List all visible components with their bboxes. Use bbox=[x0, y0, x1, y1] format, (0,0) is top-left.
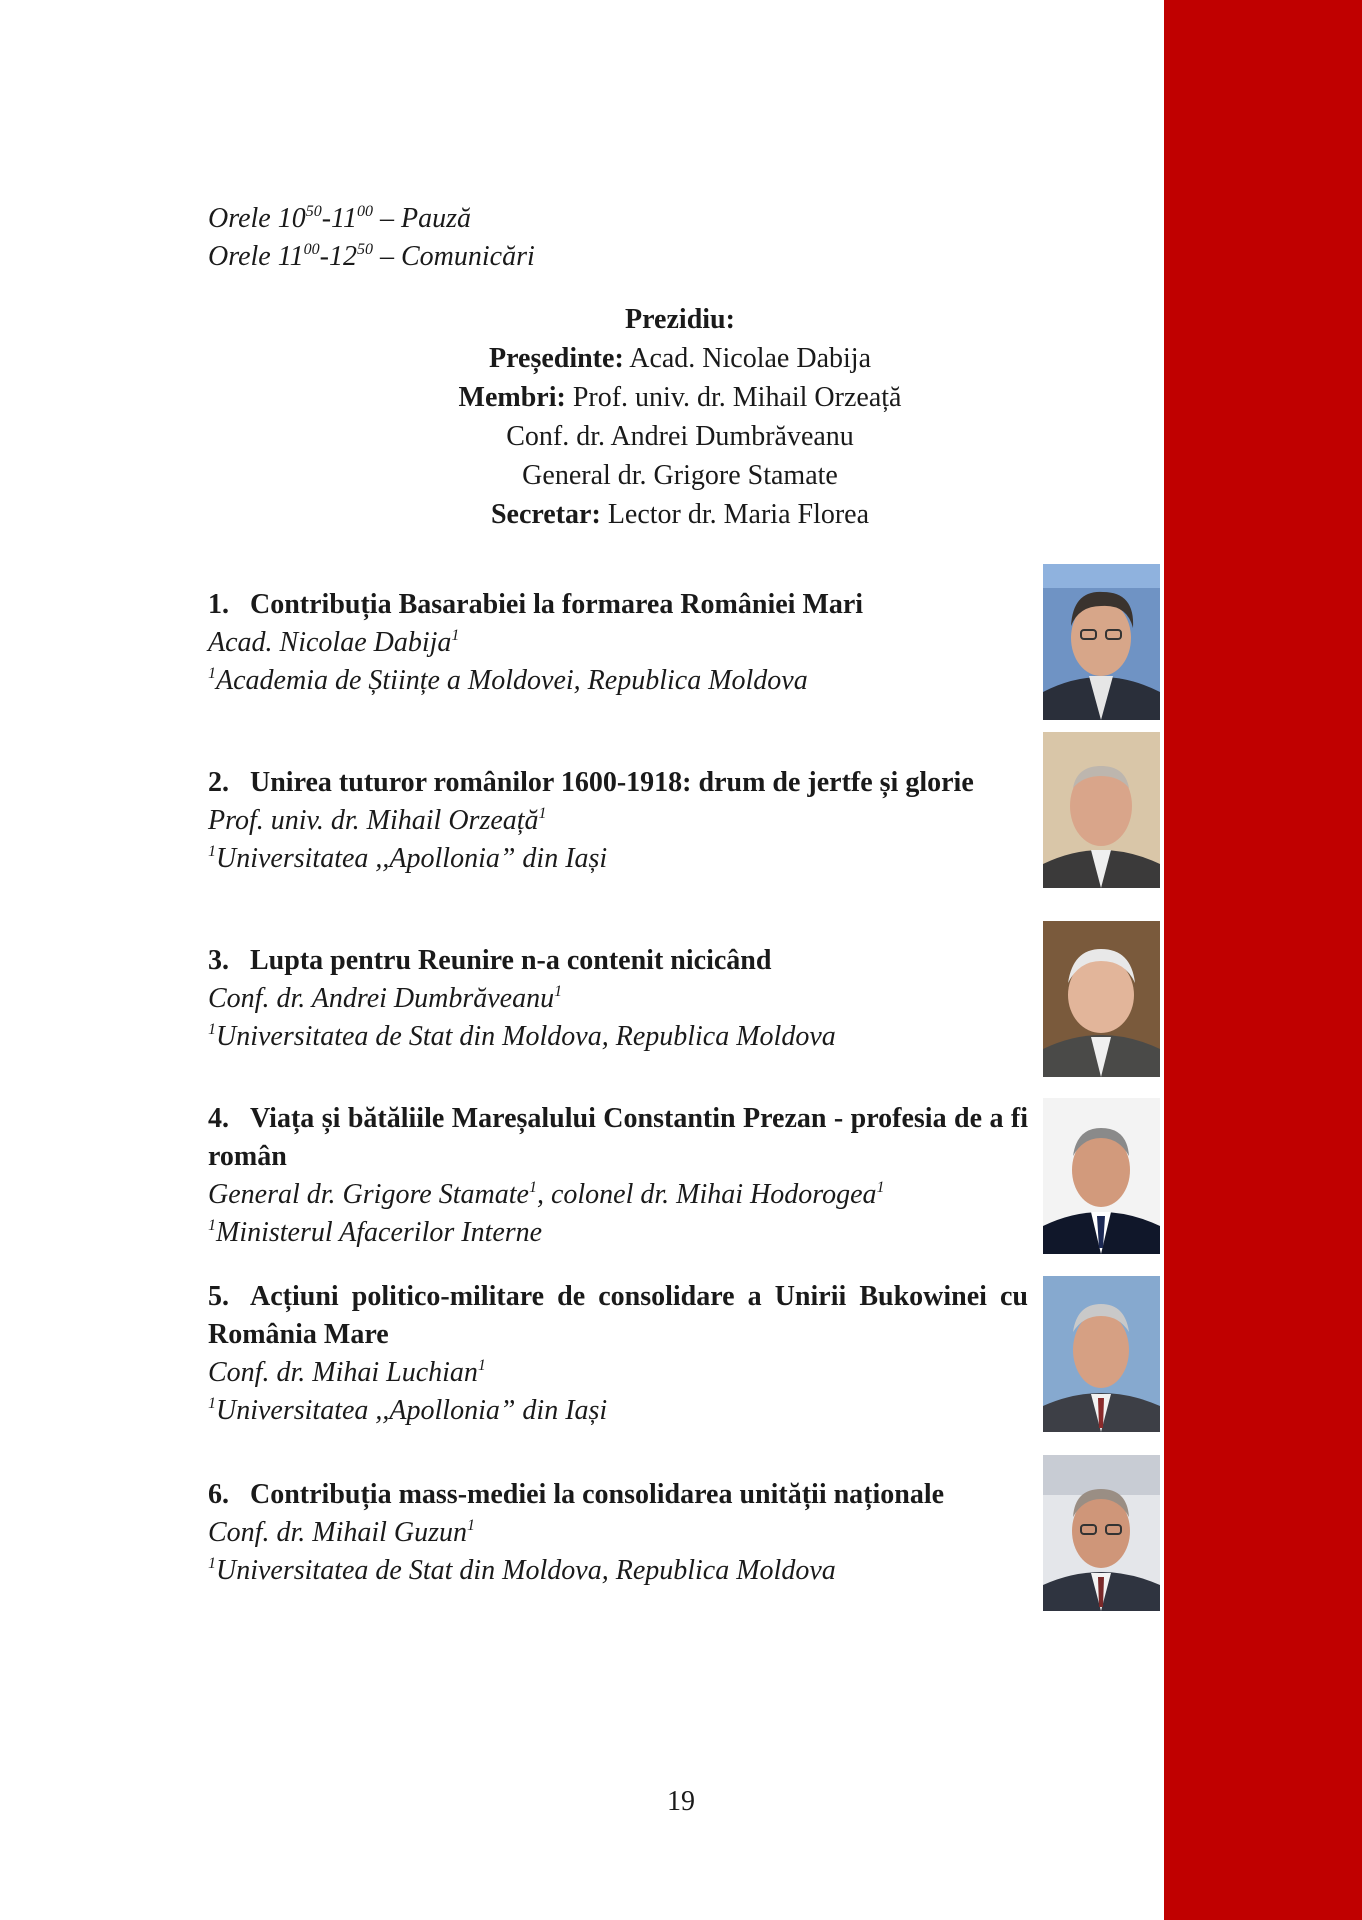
presentation-item bbox=[208, 1278, 1028, 1430]
presentation-item bbox=[208, 942, 1028, 1056]
schedule-line-communications: Orele $11^{00}-12^{50}$ – Comunicări bbox=[208, 241, 535, 272]
presidium bbox=[340, 300, 1020, 534]
portrait-photo bbox=[1043, 732, 1160, 888]
member-name: Prof. univ. dr. Mihail Orzeață bbox=[565, 382, 902, 413]
secretary-name: Lector dr. Maria Florea bbox=[600, 499, 870, 530]
presentation-affiliation: $^1$Universitatea ,,Apollonia” din Iași bbox=[208, 1395, 608, 1426]
presentation-author: Acad. Nicolae Dabija$^1$ bbox=[208, 627, 460, 658]
portrait-photo bbox=[1043, 564, 1160, 720]
presentation-author: Prof. univ. dr. Mihail Orzeață$^1$ bbox=[208, 805, 547, 836]
schedule-line-pause: Orele $10^{50}-11^{00}$ – Pauză bbox=[208, 203, 471, 234]
presentation-title: 4. Viața și bătăliile Mareșalului Constantin Prezan - profesia de a fi român bbox=[208, 1103, 1028, 1172]
presentation-author: Conf. dr. Andrei Dumbrăveanu$^1$ bbox=[208, 983, 563, 1014]
presentation-title: 2. Unirea tuturor românilor 1600-1918: drum de jertfe și glorie bbox=[208, 767, 974, 798]
presentation-item bbox=[208, 1476, 1028, 1590]
portrait-photo bbox=[1043, 1098, 1160, 1254]
portrait-photo bbox=[1043, 1276, 1160, 1432]
presentation-item bbox=[208, 764, 1028, 878]
presentation-author: Conf. dr. Mihai Luchian$^1$ bbox=[208, 1357, 486, 1388]
presentation-author: General dr. Grigore Stamate$^1$, colonel dr. Mihai Hodorogea$^1$ bbox=[208, 1179, 885, 1210]
presentation-title: 3. Lupta pentru Reunire n-a contenit nicicând bbox=[208, 945, 772, 976]
presentation-author: Conf. dr. Mihail Guzun$^1$ bbox=[208, 1517, 476, 1548]
presentation-item bbox=[208, 1100, 1028, 1252]
page-number: 19 bbox=[667, 1786, 695, 1817]
members-label: Membri: bbox=[458, 382, 566, 413]
presentation-affiliation: $^1$Universitatea de Stat din Moldova, Republica Moldova bbox=[208, 1021, 836, 1052]
red-side-band bbox=[1164, 0, 1362, 1920]
schedule bbox=[208, 200, 535, 276]
secretary-label: Secretar: bbox=[490, 499, 601, 530]
president-label: Președinte: bbox=[488, 343, 624, 374]
presentation-title: 5. Acțiuni politico-militare de consolidare a Unirii Bukowinei cu România Mare bbox=[208, 1281, 1028, 1350]
presentation-item bbox=[208, 586, 1028, 700]
presentation-affiliation: $^1$Universitatea ,,Apollonia” din Iași bbox=[208, 843, 608, 874]
member-name: Conf. dr. Andrei Dumbrăveanu bbox=[506, 421, 854, 452]
portrait-photo bbox=[1043, 1455, 1160, 1611]
presidium-heading: Prezidiu: bbox=[625, 304, 735, 335]
presentation-title: 1. Contribuția Basarabiei la formarea României Mari bbox=[208, 589, 864, 620]
presentation-title: 6. Contribuția mass-mediei la consolidarea unității naționale bbox=[208, 1479, 945, 1510]
presentation-affiliation: $^1$Universitatea de Stat din Moldova, Republica Moldova bbox=[208, 1555, 836, 1586]
portrait-photo bbox=[1043, 921, 1160, 1077]
presentation-affiliation: $^1$Ministerul Afacerilor Interne bbox=[208, 1217, 543, 1248]
president-name: Acad. Nicolae Dabija bbox=[623, 343, 871, 374]
member-name: General dr. Grigore Stamate bbox=[522, 460, 838, 491]
presentation-affiliation: $^1$Academia de Științe a Moldovei, Republica Moldova bbox=[208, 665, 808, 696]
